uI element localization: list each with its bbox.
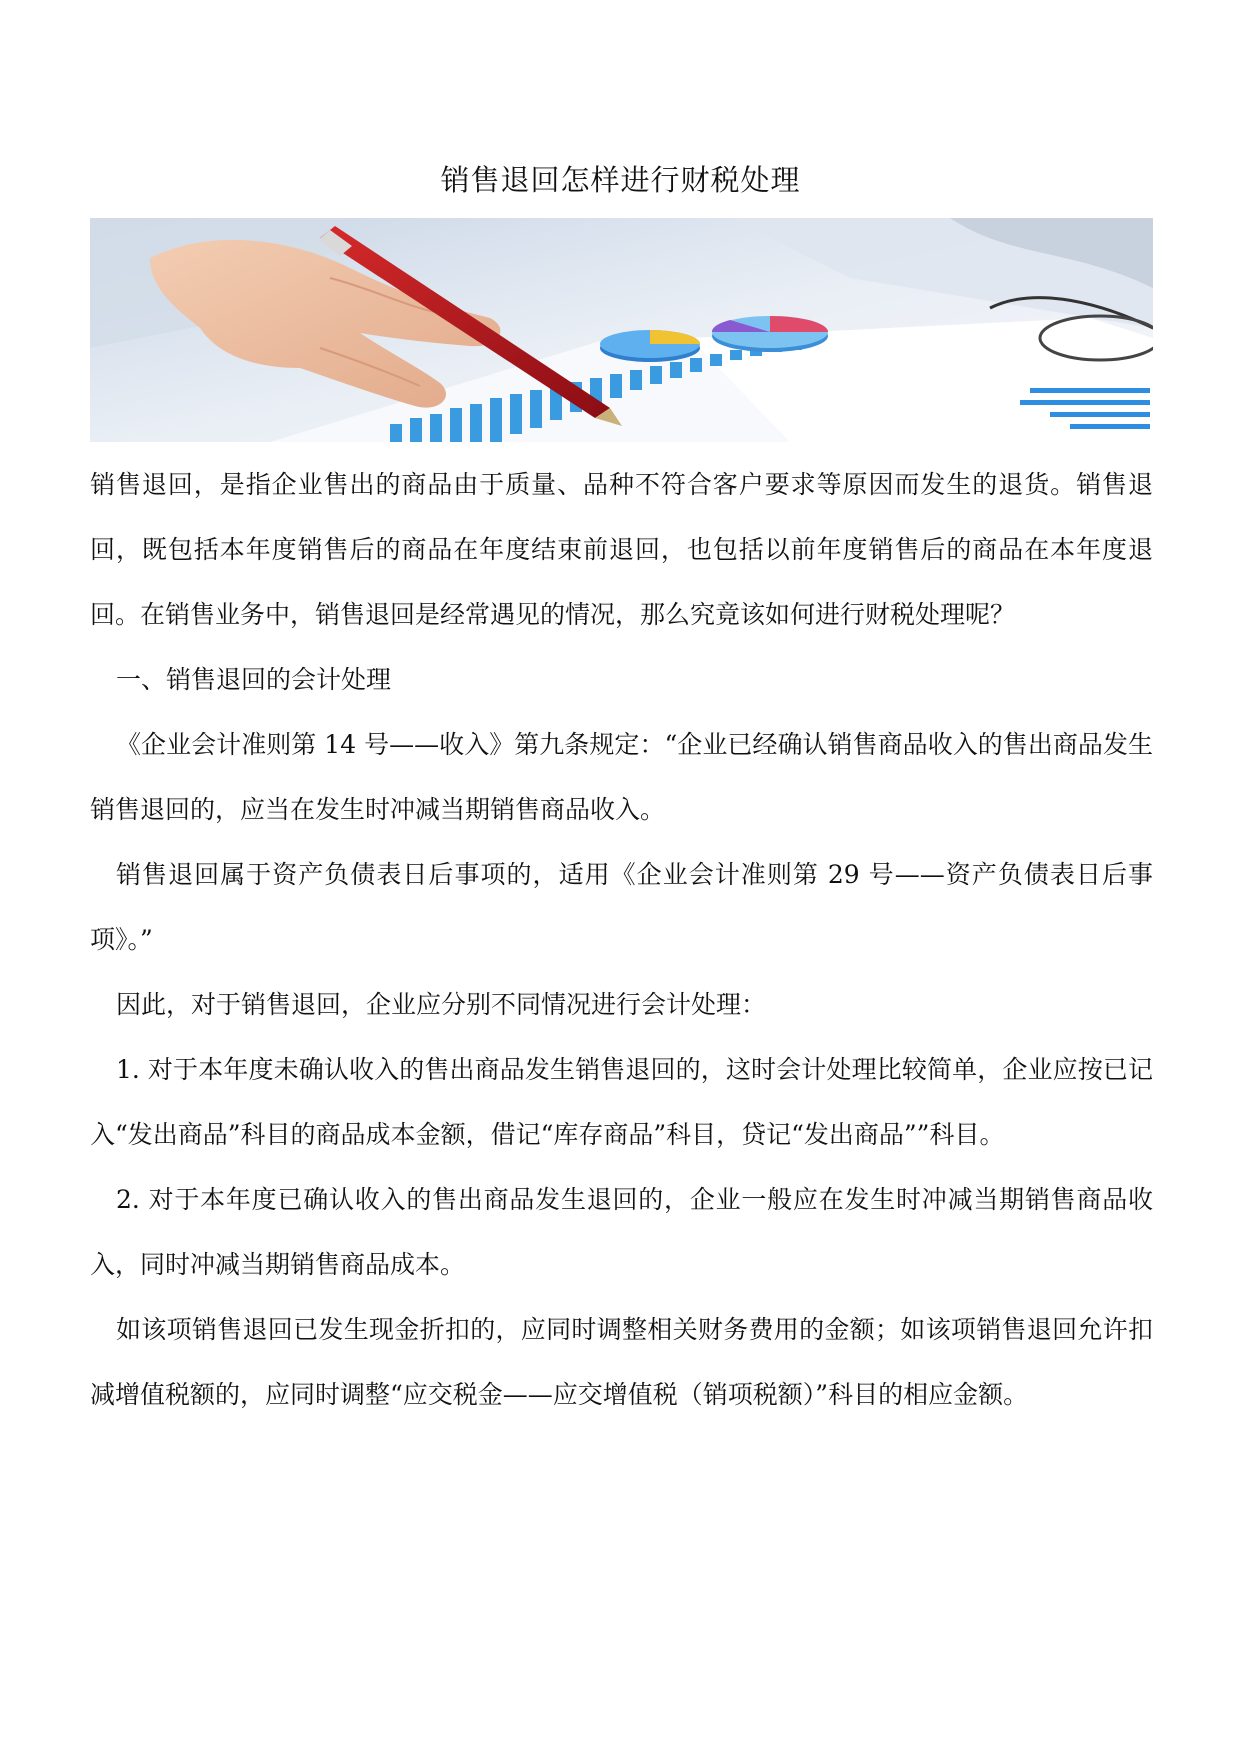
paragraph-intro: 销售退回，是指企业售出的商品由于质量、品种不符合客户要求等原因而发生的退货。销售退回，既包括本年度销售后的商品在年度结束前退回，也包括以前年度销售后的商品在本年度退回。在销售业务中，销售退回是经常遇见的情况，那么究竟该如何进行财税处理呢？: [90, 470, 1153, 629]
hero-image: [90, 218, 1153, 442]
section-heading-accounting: 一、销售退回的会计处理: [116, 665, 392, 694]
article-body: [90, 452, 1153, 1427]
hand-with-pen-over-charts-image: [90, 218, 1153, 442]
paragraph-therefore: 因此，对于销售退回，企业应分别不同情况进行会计处理：: [116, 990, 767, 1019]
paragraph-item-1: 1. 对于本年度未确认收入的售出商品发生销售退回的，这时会计处理比较简单，企业应按已记入“发出商品”科目的商品成本金额，借记“库存商品”科目，贷记“发出商品””科目。: [90, 1055, 1153, 1149]
paragraph-cash-discount: 如该项销售退回已发生现金折扣的，应同时调整相关财务费用的金额；如该项销售退回允许扣减增值税额的，应同时调整“应交税金——应交增值税（销项税额）”科目的相应金额。: [90, 1315, 1153, 1409]
paragraph-standard-29: 销售退回属于资产负债表日后事项的，适用《企业会计准则第 29 号——资产负债表日后事项》。”: [90, 860, 1153, 954]
paragraph-item-2: 2. 对于本年度已确认收入的售出商品发生退回的，企业一般应在发生时冲减当期销售商品收入，同时冲减当期销售商品成本。: [90, 1185, 1153, 1279]
paragraph-standard-14: 《企业会计准则第 14 号——收入》第九条规定：“企业已经确认销售商品收入的售出商品发生销售退回的，应当在发生时冲减当期销售商品收入。: [90, 730, 1153, 824]
page-title: 销售退回怎样进行财税处理: [440, 163, 801, 197]
